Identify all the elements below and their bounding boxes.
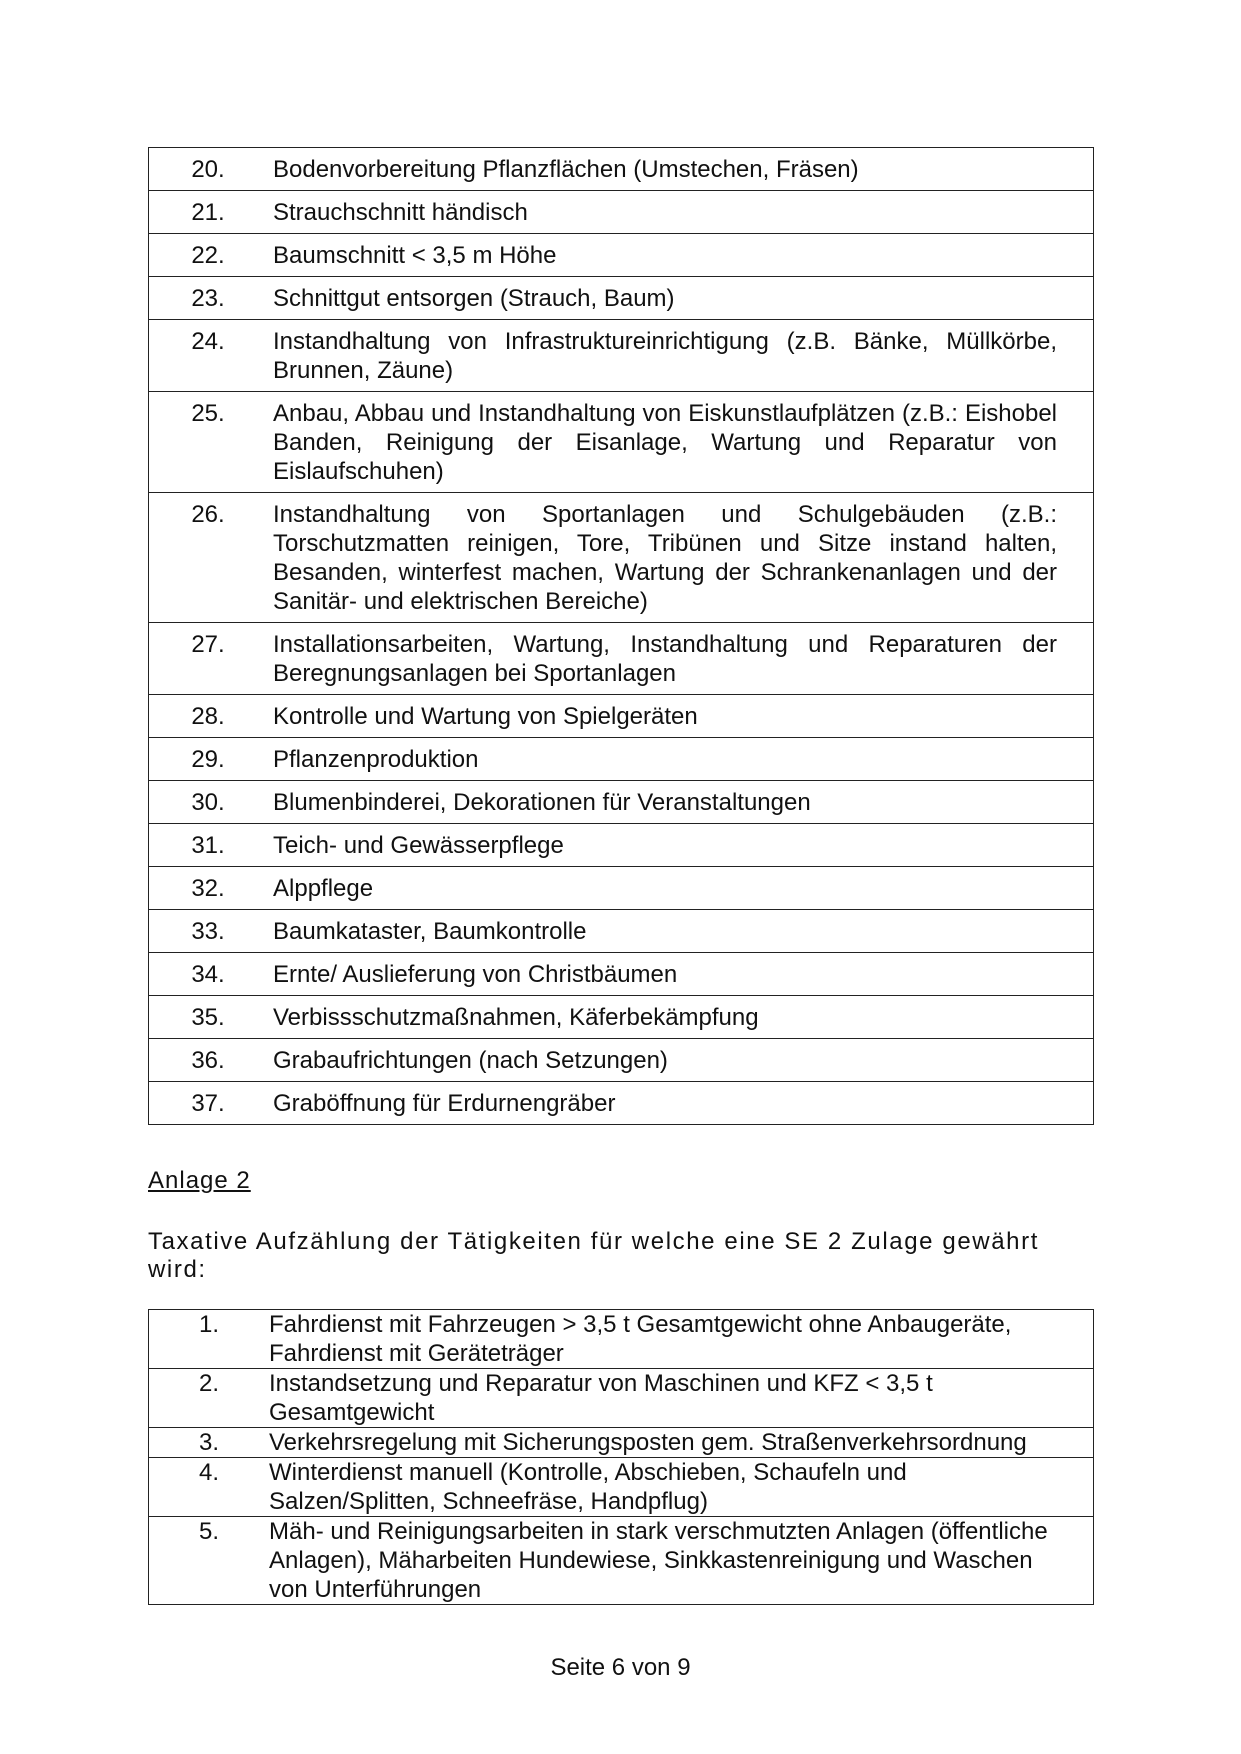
row-activity-text: Instandsetzung und Reparatur von Maschinen und KFZ < 3,5 t Gesamtgewicht xyxy=(269,1369,1094,1428)
row-activity-text: Fahrdienst mit Fahrzeugen > 3,5 t Gesamtgewicht ohne Anbaugeräte, Fahrdienst mit Geräteträger xyxy=(269,1310,1094,1369)
row-number: 34. xyxy=(149,953,264,996)
table-row xyxy=(149,392,1094,493)
row-number: 1. xyxy=(149,1310,270,1369)
row-activity-text: Graböffnung für Erdurnengräber xyxy=(263,1082,1094,1125)
row-number: 31. xyxy=(149,824,264,867)
table-row xyxy=(149,1428,1094,1458)
row-number: 32. xyxy=(149,867,264,910)
row-activity-text: Grabaufrichtungen (nach Setzungen) xyxy=(263,1039,1094,1082)
section-heading-anlage-2: Anlage 2 xyxy=(148,1167,251,1194)
table-row xyxy=(149,191,1094,234)
row-number: 21. xyxy=(149,191,264,234)
row-activity-text: Blumenbinderei, Dekorationen für Veranstaltungen xyxy=(263,781,1094,824)
row-activity-text: Anbau, Abbau und Instandhaltung von Eiskunstlaufplätzen (z.B.: Eishobel Banden, Reinigung der Eisanlage, Wartung und Reparatur von Eislaufschuhen) xyxy=(263,392,1094,493)
table-row xyxy=(149,1039,1094,1082)
table-row xyxy=(149,953,1094,996)
table-row xyxy=(149,910,1094,953)
row-number: 28. xyxy=(149,695,264,738)
table-row xyxy=(149,695,1094,738)
page-number: Seite 6 von 9 xyxy=(550,1654,691,1681)
row-activity-text: Kontrolle und Wartung von Spielgeräten xyxy=(263,695,1094,738)
row-number: 29. xyxy=(149,738,264,781)
row-number: 27. xyxy=(149,623,264,695)
row-activity-text: Baumschnitt < 3,5 m Höhe xyxy=(263,234,1094,277)
row-number: 26. xyxy=(149,493,264,623)
table-row xyxy=(149,277,1094,320)
table-row xyxy=(149,781,1094,824)
row-number: 33. xyxy=(149,910,264,953)
row-number: 36. xyxy=(149,1039,264,1082)
section-intro-text: Taxative Aufzählung der Tätigkeiten für welche eine SE 2 Zulage gewährt wird: xyxy=(148,1228,1039,1283)
table-row xyxy=(149,1310,1094,1369)
row-activity-text: Ernte/ Auslieferung von Christbäumen xyxy=(263,953,1094,996)
row-activity-text: Strauchschnitt händisch xyxy=(263,191,1094,234)
row-number: 4. xyxy=(149,1458,270,1517)
row-activity-text: Teich- und Gewässerpflege xyxy=(263,824,1094,867)
row-activity-text: Schnittgut entsorgen (Strauch, Baum) xyxy=(263,277,1094,320)
row-activity-text: Mäh- und Reinigungsarbeiten in stark verschmutzten Anlagen (öffentliche Anlagen), Mäharbeiten Hundewiese, Sinkkastenreinigung und Waschen von Unterführungen xyxy=(269,1517,1094,1605)
table-row xyxy=(149,996,1094,1039)
row-activity-text: Verkehrsregelung mit Sicherungsposten gem. Straßenverkehrsordnung xyxy=(269,1428,1094,1458)
row-number: 20. xyxy=(149,148,264,191)
row-number: 30. xyxy=(149,781,264,824)
table-row xyxy=(149,824,1094,867)
row-activity-text: Baumkataster, Baumkontrolle xyxy=(263,910,1094,953)
row-activity-text: Bodenvorbereitung Pflanzflächen (Umstechen, Fräsen) xyxy=(263,148,1094,191)
row-number: 3. xyxy=(149,1428,270,1458)
table-row xyxy=(149,1082,1094,1125)
table-row xyxy=(149,623,1094,695)
row-number: 37. xyxy=(149,1082,264,1125)
row-number: 5. xyxy=(149,1517,270,1605)
row-number: 22. xyxy=(149,234,264,277)
se2-activities-table xyxy=(148,1309,1094,1605)
table-row xyxy=(149,1517,1094,1605)
row-number: 25. xyxy=(149,392,264,493)
row-activity-text: Instandhaltung von Sportanlagen und Schulgebäuden (z.B.: Torschutzmatten reinigen, Tore, Tribünen und Sitze instand halten, Besanden, winterfest machen, Wartung der Schrankenanlagen und der Sanitär- und elektrischen Bereiche) xyxy=(263,493,1094,623)
table-row xyxy=(149,493,1094,623)
table-row xyxy=(149,867,1094,910)
row-number: 2. xyxy=(149,1369,270,1428)
table-row xyxy=(149,1369,1094,1428)
row-number: 35. xyxy=(149,996,264,1039)
row-activity-text: Verbissschutzmaßnahmen, Käferbekämpfung xyxy=(263,996,1094,1039)
row-activity-text: Winterdienst manuell (Kontrolle, Abschieben, Schaufeln und Salzen/Splitten, Schneefräse, Handpflug) xyxy=(269,1458,1094,1517)
row-activity-text: Installationsarbeiten, Wartung, Instandhaltung und Reparaturen der Beregnungsanlagen bei Sportanlagen xyxy=(263,623,1094,695)
table-row xyxy=(149,738,1094,781)
row-activity-text: Instandhaltung von Infrastruktureinrichtigung (z.B. Bänke, Müllkörbe, Brunnen, Zäune) xyxy=(263,320,1094,392)
row-number: 23. xyxy=(149,277,264,320)
row-activity-text: Pflanzenproduktion xyxy=(263,738,1094,781)
table-row xyxy=(149,320,1094,392)
row-number: 24. xyxy=(149,320,264,392)
table-row xyxy=(149,234,1094,277)
activities-table-continued xyxy=(148,147,1094,1125)
table-row xyxy=(149,1458,1094,1517)
row-activity-text: Alppflege xyxy=(263,867,1094,910)
table-row xyxy=(149,148,1094,191)
